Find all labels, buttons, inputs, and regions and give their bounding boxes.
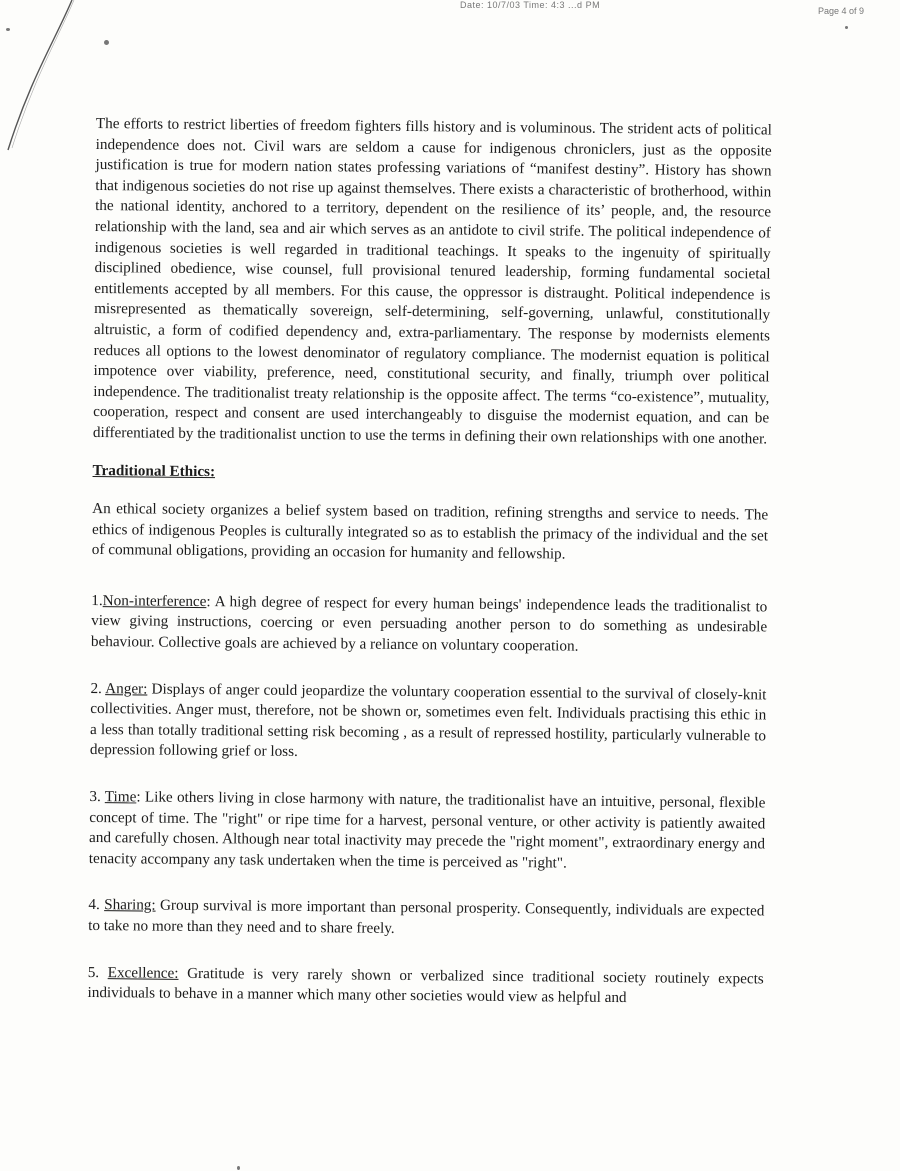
fax-header-line: Date: 10/7/03 Time: 4:3 ...d PM (460, 0, 601, 10)
ethic-item-excellence (87, 963, 763, 1011)
ethic-text: : A high degree of respect for every human beings' independence leads the traditionalist to view giving instructions, coercing or even persuading another person to do something as undesirable behaviour. Collective goals are achieved by a reliance on voluntary cooperation. (90, 592, 768, 655)
ethic-title: Anger: (105, 679, 148, 698)
scan-speck (845, 26, 848, 29)
page-number: Page 4 of 9 (818, 6, 865, 16)
intro-paragraph: An ethical society organizes a belief system based on tradition, refining strengths and service to needs. The ethics of indigenous Peoples is culturally integrated so as to establish the primacy of the individual and the set of communal obligations, providing an occasion for humanity and fellowship. (91, 500, 769, 563)
ethic-title: Time (104, 788, 137, 806)
ethic-title: Sharing: (104, 896, 156, 915)
ethic-number: 4. (88, 896, 105, 914)
section-heading: Traditional Ethics: (92, 461, 216, 480)
document-body (87, 114, 772, 1036)
ethic-text: Displays of anger could jeopardize the voluntary cooperation essential to the survival of closely-knit collectivities. Anger must, therefore, not be shown or, sometimes even felt. Individuals practising this ethic in a less than totally traditional setting risk becoming , as a result of repressed hostility, particularly vulnerable to depression following grief or loss. (89, 680, 767, 761)
ethic-item-time (89, 787, 766, 876)
ethic-title: Non-interference (102, 591, 207, 610)
ethic-number: 2. (90, 679, 106, 697)
scan-speck (237, 1166, 240, 1170)
scan-speck (104, 40, 109, 45)
scan-speck (6, 28, 10, 31)
ethic-title: Excellence: (107, 963, 179, 982)
ethic-text: Group survival is more important than personal prosperity. Consequently, individuals are expected to take no more than they need and to share freely. (88, 897, 765, 937)
ethic-number: 3. (89, 788, 105, 806)
ethic-text: Gratitude is very rarely shown or verbalized since traditional society routinely expects individuals to behave in a manner which many other societies would view as helpful and (87, 964, 764, 1007)
ethic-number: 5. (87, 963, 108, 981)
ethic-item-non-interference (91, 591, 768, 659)
scan-artifact-line (0, 0, 90, 170)
ethic-number: 1. (91, 591, 103, 609)
ethic-text: : Like others living in close harmony with nature, the traditionalist have an intuitive, personal, flexible concept of time. The "right" or ripe time for a harvest, personal venture, or other activity is patiently awaited and carefully chosen. Although near total inactivity may precede the "right moment", extraordinary energy and tenacity accompany any task undertaken when the time is perceived as "right". (88, 788, 766, 872)
ethic-item-anger (90, 679, 767, 768)
ethic-item-sharing (88, 895, 764, 943)
body-paragraph: The efforts to restrict liberties of freedom fighters fills history and is voluminous. The strident acts of political independence does not. Civil wars are seldom a cause for indigenous chroniclers, just as the opposite justification is true for modern nation states professing variations of “manifest destiny”. History has shown that indigenous societies do not rise up against themselves. There exists a characteristic of brotherhood, within the national identity, anchored to a territory, dependent on the resilience of its’ people, and, the resource relationship with the land, sea and air which serves as an antidote to civil strife. The political independence of indigenous societies is well regarded in traditional teachings. It speaks to the ingenuity of spiritually disciplined obedience, wise counsel, full provisional tenured leadership, forming fundamental societal entitlements accepted by all members. For this cause, the oppressor is distraught. Political independence is misrepresented as thematically sovereign, self-determining, self-governing, unlawful, constitutionally altruistic, a form of codified dependency and, extra-parliamentary. The response by modernists elements reduces all options to the lowest denominator of regulatory compliance. The modernist equation is political impotence over viability, preference, need, constitutional security, and finally, triumph over political independence. The traditionalist treaty relationship is the opposite affect. The terms “co-existence”, mutuality, cooperation, respect and consent are used interchangeably to disguise the modernist equation, and can be differentiated by the traditionalist unction to use the terms in defining their own relationships with one another. (92, 114, 772, 448)
